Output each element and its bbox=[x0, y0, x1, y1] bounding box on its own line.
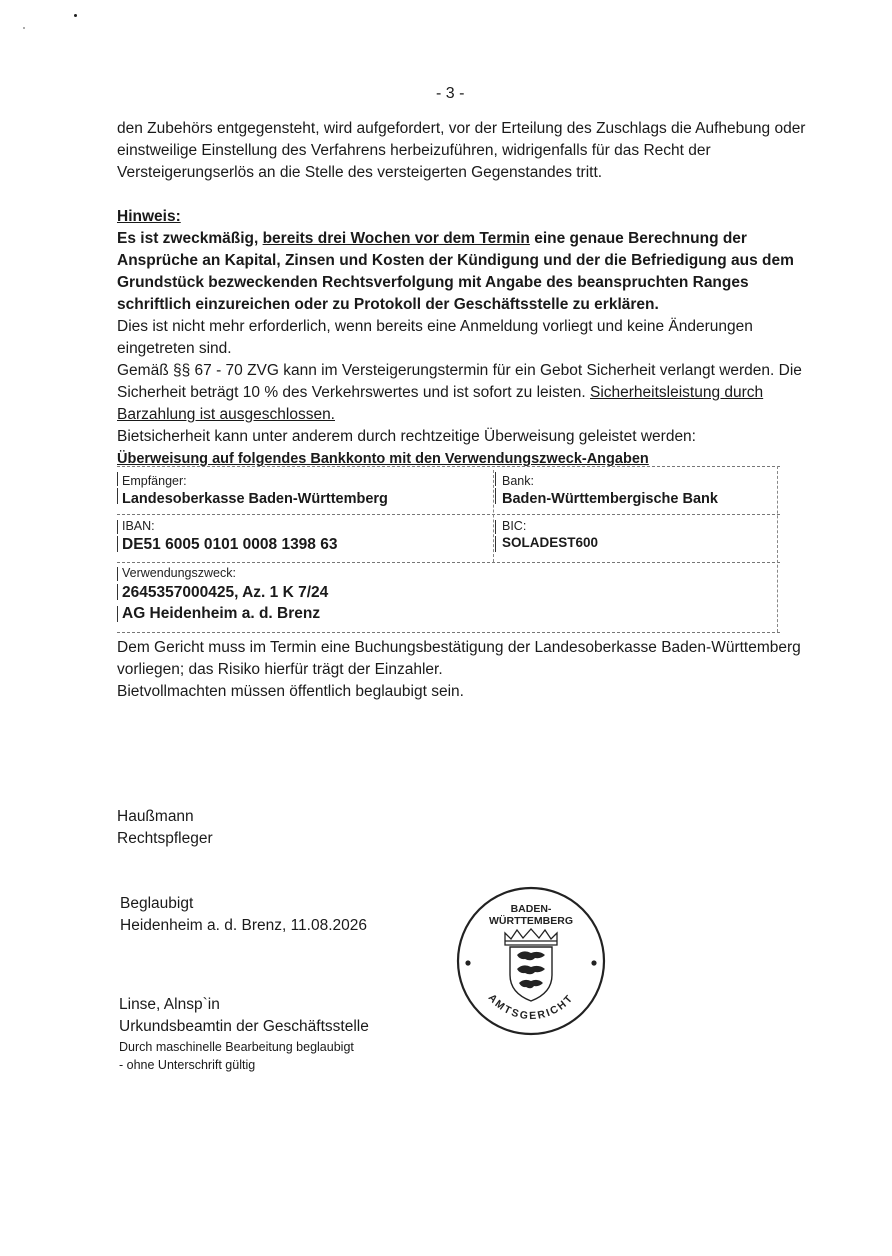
cash-excluded-text: Sicherheitsleistung durch Barzahlung ist ausgeschlossen. bbox=[117, 384, 764, 423]
seal-top-text-1: BADEN- bbox=[510, 903, 552, 915]
booking-confirmation-text: Dem Gericht muss im Termin eine Buchungsbestätigung der Landesoberkasse Baden-Württemberg vorliegen; das Risiko hierfür trägt der Einzahler. bbox=[117, 639, 801, 678]
seal-bottom-text: AMTSGERICHT bbox=[485, 991, 577, 1023]
clerk-name: Linse, Alnsp`in bbox=[119, 996, 220, 1013]
hinweis-deadline: bereits drei Wochen vor dem Termin bbox=[262, 230, 530, 247]
clerk-block bbox=[119, 994, 369, 1074]
certification-place-date: Heidenheim a. d. Brenz, 11.08.2026 bbox=[120, 917, 368, 934]
bank-label: Bank: bbox=[502, 474, 534, 488]
certification-label: Beglaubigt bbox=[120, 895, 194, 912]
crown-icon bbox=[505, 929, 557, 945]
bank-heading: Überweisung auf folgendes Bankkonto mit den Verwendungszweck-Angaben bbox=[117, 451, 649, 467]
seal-top-text-2: WÜRTTEMBERG bbox=[489, 915, 573, 927]
clerk-role: Urkundsbeamtin der Geschäftsstelle bbox=[119, 1018, 369, 1035]
recipient-label: Empfänger: bbox=[122, 474, 187, 488]
hinweis-bold-after: eine genaue Berechnung der Ansprüche an Kapital, Zinsen und Kosten der Kündigung und der die Befriedigung aus dem Grundstück bezweckenden Rechtsverfolgung mit Angabe des beanspruchten Ranges schriftlich einzureichen oder zu Protokoll der Geschäftsstelle zu erklären. bbox=[117, 230, 794, 313]
bank-details-table bbox=[117, 466, 780, 634]
hinweis-paragraph-2 bbox=[117, 360, 807, 426]
signer-role: Rechtspfleger bbox=[117, 830, 213, 847]
clerk-note-1: Durch maschinelle Bearbeitung beglaubigt bbox=[119, 1040, 354, 1054]
purpose-line-2: AG Heidenheim a. d. Brenz bbox=[122, 605, 321, 622]
scan-speck bbox=[74, 14, 77, 17]
page-number: - 3 - bbox=[436, 85, 465, 102]
recipient-value: Landesoberkasse Baden-Württemberg bbox=[122, 491, 388, 507]
after-table-text bbox=[117, 637, 807, 703]
certification-block bbox=[120, 893, 367, 937]
intro-paragraph: den Zubehörs entgegensteht, wird aufgefordert, vor der Erteilung des Zuschlags die Aufhebung oder einstweilige Einstellung des Verfahrens herbeizuführen, widrigenfalls für das Recht der Versteigerungserlös an die Stelle des versteigerten Gegenstandes tritt. bbox=[117, 120, 806, 181]
purpose-label: Verwendungszweck: bbox=[122, 566, 236, 580]
security-text: Gemäß §§ 67 - 70 ZVG kann im Versteigerungstermin für ein Gebot Sicherheit verlangt werden. Die Sicherheit beträgt 10 % des Verkehrswertes und ist sofort zu leisten. bbox=[117, 362, 802, 401]
clerk-note-2: - ohne Unterschrift gültig bbox=[119, 1058, 256, 1072]
hinweis-paragraph-1: Dies ist nicht mehr erforderlich, wenn bereits eine Anmeldung vorliegt und keine Änderungen eingetreten sind. bbox=[117, 318, 753, 357]
scan-speck bbox=[23, 27, 25, 29]
signer-name: Haußmann bbox=[117, 808, 194, 825]
hinweis-bold-before: Es ist zweckmäßig, bbox=[117, 230, 263, 247]
bic-value: SOLADEST600 bbox=[502, 535, 599, 550]
signer-block bbox=[117, 806, 213, 850]
hinweis-title: Hinweis: bbox=[117, 208, 181, 225]
hinweis-section bbox=[117, 206, 807, 470]
court-seal bbox=[455, 885, 607, 1037]
purpose-line-1: 2645357000425, Az. 1 K 7/24 bbox=[122, 584, 329, 601]
iban-label: IBAN: bbox=[122, 519, 155, 533]
power-of-attorney-text: Bietvollmachten müssen öffentlich beglaubigt sein. bbox=[117, 683, 464, 700]
coat-of-arms-icon bbox=[510, 947, 552, 1001]
bic-label: BIC: bbox=[502, 519, 527, 533]
hinweis-paragraph-3: Bietsicherheit kann unter anderem durch rechtzeitige Überweisung geleistet werden: bbox=[117, 428, 696, 445]
hinweis-bold-paragraph bbox=[117, 228, 807, 316]
iban-value: DE51 6005 0101 0008 1398 63 bbox=[122, 536, 338, 553]
bank-value: Baden-Württembergische Bank bbox=[502, 491, 718, 507]
